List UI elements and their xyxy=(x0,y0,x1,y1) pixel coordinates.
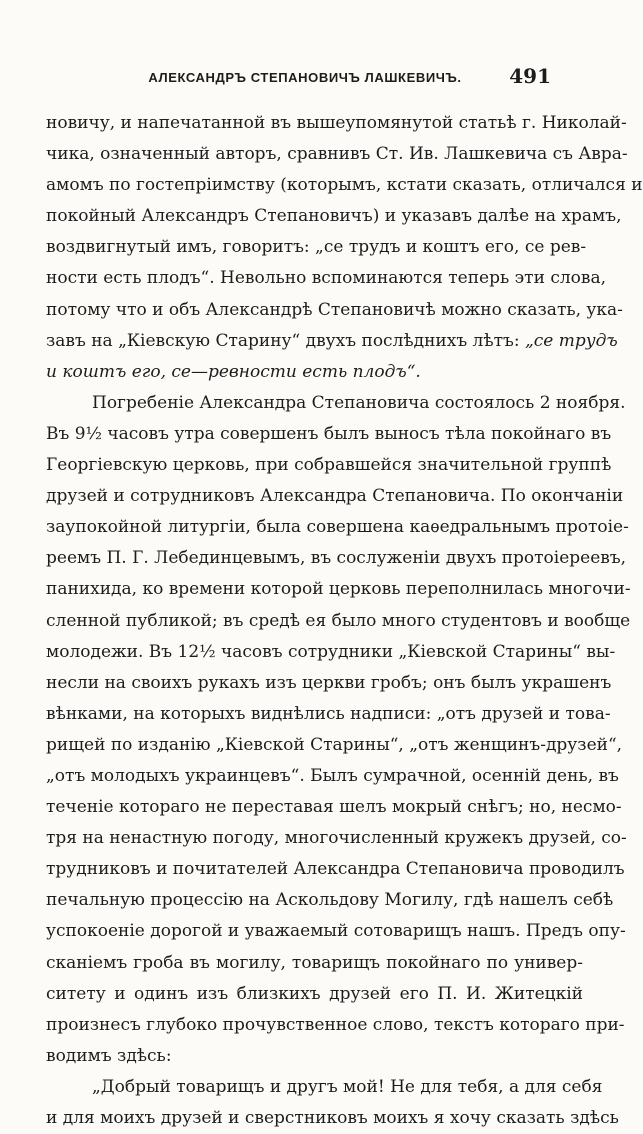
text-line: рищей по изданію „Кіевской Старины“, „отъ женщинъ-друзей“, xyxy=(46,734,623,755)
text-line: успокоеніе дорогой и уважаемый сотоварищъ нашъ. Предъ опу- xyxy=(46,921,626,942)
text-line: ситету и одинъ изъ близкихъ друзей его П. И. Житецкій xyxy=(46,983,583,1004)
text-line: покойный Александръ Степановичъ) и указавъ далѣе на храмъ, xyxy=(46,206,622,227)
text-fragment: завъ на „Кіевскую Старину“ двухъ послѣднихъ лѣтъ: xyxy=(46,330,520,351)
text-line: произнесъ глубоко прочувственное слово, текстъ котораго при- xyxy=(46,1014,625,1035)
paragraph-start-line: Погребеніе Александра Степановича состоялось 2 ноября. xyxy=(92,392,626,413)
text-line: Въ 9½ часовъ утра совершенъ былъ выносъ тѣла покойнаго въ xyxy=(46,423,612,444)
text-line: потому что и объ Александрѣ Степановичѣ можно сказать, ука- xyxy=(46,299,623,320)
page-number: 491 xyxy=(509,64,551,88)
text-line: Георгіевскую церковь, при собравшейся значительной группѣ xyxy=(46,455,612,476)
text-line: панихида, ко времени которой церковь переполнилась многочи- xyxy=(46,579,631,600)
body-text xyxy=(46,108,643,1134)
text-line: друзей и сотрудниковъ Александра Степановича. По окончаніи xyxy=(46,486,624,507)
text-line: трудниковъ и почитателей Александра Степановича проводилъ xyxy=(46,859,625,880)
text-line: молодежи. Въ 12½ часовъ сотрудники „Кіевской Старины“ вы- xyxy=(46,641,616,662)
paragraph-end-line: водимъ здѣсь: xyxy=(46,1045,172,1066)
page-header xyxy=(0,64,611,94)
italic-quote: „се трудъ xyxy=(524,330,618,351)
text-line: сканіемъ гроба въ могилу, товарищъ покойнаго по универ- xyxy=(46,952,583,973)
italic-quote-line: и коштъ его, се—ревности есть плодъ“. xyxy=(46,361,421,382)
text-line: теченіе котораго не переставая шелъ мокрый снѣгъ; но, несмо- xyxy=(46,797,622,818)
text-line: вѣнками, на которыхъ виднѣлись надписи: „отъ друзей и това- xyxy=(46,703,611,724)
text-line: воздвигнутый имъ, говоритъ: „се трудъ и коштъ его, се рев- xyxy=(46,237,587,258)
text-line: печальную процессію на Аскольдову Могилу, гдѣ нашелъ себѣ xyxy=(46,890,614,911)
text-line: ности есть плодъ“. Невольно вспоминаются теперь эти слова, xyxy=(46,268,606,289)
text-line: реемъ П. Г. Лебединцевымъ, въ сослуженіи двухъ протоіереевъ, xyxy=(46,548,627,569)
text-line: несли на своихъ рукахъ изъ церкви гробъ; онъ былъ украшенъ xyxy=(46,672,612,693)
text-line: и для моихъ друзей и сверстниковъ моихъ я хочу сказать здѣсь xyxy=(46,1108,619,1128)
quote-paragraph-start-line: „Добрый товарищъ и другъ мой! Не для тебя, а для себя xyxy=(92,1076,603,1097)
text-line: заупокойной литургіи, была совершена каѳедральнымъ протоіе- xyxy=(46,517,629,538)
text-line: сленной публикой; въ средѣ ея было много студентовъ и вообще xyxy=(46,610,631,631)
text-line: чика, означенный авторъ, сравнивъ Ст. Ив. Лашкевича съ Авра- xyxy=(46,144,628,165)
running-head: АЛЕКСАНДРЪ СТЕПАНОВИЧЪ ЛАШКЕВИЧЪ. xyxy=(148,70,462,85)
text-line: амомъ по гостепріимству (которымъ, кстати сказать, отличался и xyxy=(46,175,643,196)
text-line: „отъ молодыхъ украинцевъ“. Былъ сумрачной, осенній день, въ xyxy=(46,765,619,786)
text-line-with-italic xyxy=(46,326,618,357)
text-line: новичу, и напечатанной въ вышеупомянутой статьѣ г. Николай- xyxy=(46,113,627,133)
text-line: тря на ненастную погоду, многочисленный кружекъ друзей, со- xyxy=(46,828,627,849)
